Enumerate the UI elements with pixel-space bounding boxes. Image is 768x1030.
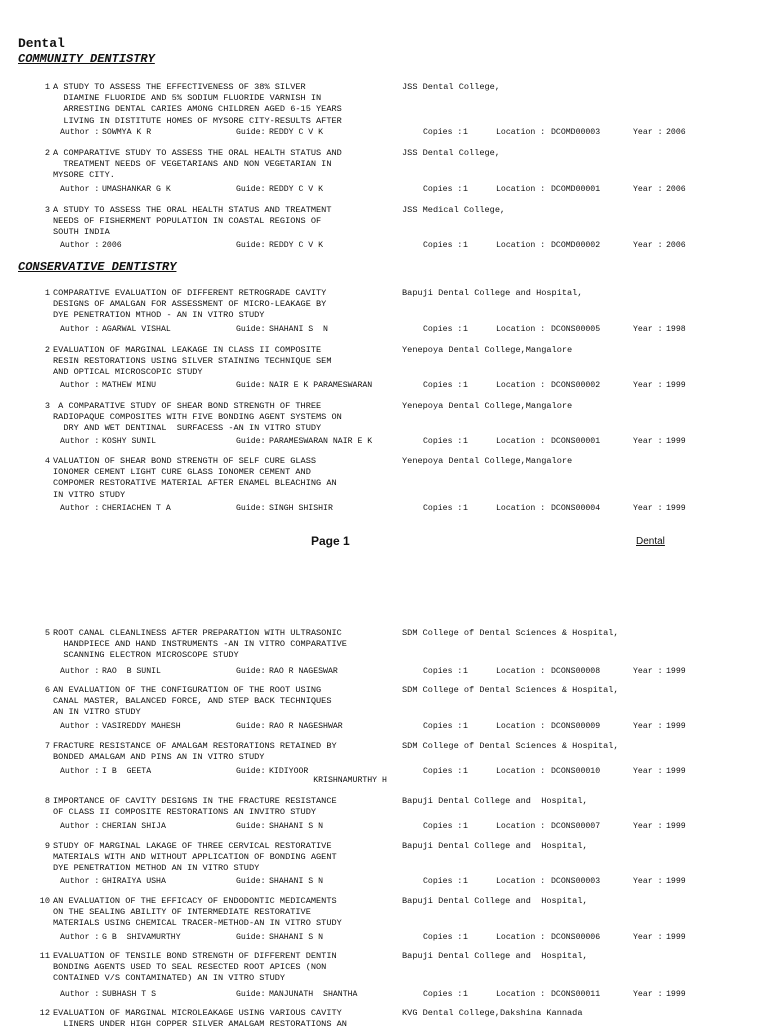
location-value: DCONS00002 (551, 381, 601, 390)
guide-label: Guide: (236, 933, 266, 942)
copies-value: 1 (463, 990, 468, 999)
copies-value: 1 (463, 767, 468, 776)
record-institution: Bapuji Dental College and Hospital, (402, 841, 588, 851)
copies-value: 1 (463, 185, 468, 194)
author-value: UMASHANKAR G K (102, 185, 171, 194)
record-number: 10 (39, 896, 50, 906)
record-number: 11 (39, 951, 50, 961)
author-label: Author : (60, 933, 100, 942)
record-institution: Yenepoya Dental College,Mangalore (402, 456, 573, 466)
guide-label: Guide: (236, 822, 266, 831)
author-label: Author : (60, 437, 100, 446)
guide-label: Guide: (236, 437, 266, 446)
record-title: A STUDY TO ASSESS THE EFFECTIVENESS OF 38% SILVER DIAMINE FLUORIDE AND 5% SODIUM FLUORIDE VARNISH IN ARRESTING DENTAL CARIES AMONG CHILDREN AGED 6-15 YEARS LIVING IN DISTITUTE HOMES OF MYSORE CITY-RESULTS AFTER (53, 82, 342, 126)
record-number: 7 (44, 741, 50, 751)
author-value: G B SHIVAMURTHY (102, 933, 181, 942)
record-title: AN EVALUATION OF THE CONFIGURATION OF THE ROOT USING CANAL MASTER, BALANCED FORCE, AND STEP BACK TECHNIQUES AN IN VITRO STUDY (53, 685, 332, 718)
guide-label: Guide: (236, 325, 266, 334)
record-title: A STUDY TO ASSESS THE ORAL HEALTH STATUS AND TREATMENT NEEDS OF FISHERMENT POPULATION IN COASTAL REGIONS OF SOUTH INDIA (53, 205, 332, 238)
guide-label: Guide: (236, 990, 266, 999)
guide-label: Guide: (236, 185, 266, 194)
copies-label: Copies : (423, 185, 463, 194)
copies-value: 1 (463, 722, 468, 731)
record-title: EVALUATION OF MARGINAL LEAKAGE IN CLASS II COMPOSITE RESIN RESTORATIONS USING SILVER STAINING TECHNIQUE SEM AND OPTICAL MICROSCOPIC STUDY (53, 345, 332, 378)
location-value: DCONS00009 (551, 722, 601, 731)
author-label: Author : (60, 185, 100, 194)
location-value: DCONS00001 (551, 437, 601, 446)
record-institution: JSS Medical College, (402, 205, 506, 215)
year-label: Year : (633, 437, 663, 446)
guide-value: KIDIYOOR KRISHNAMURTHY H (269, 767, 387, 785)
copies-label: Copies : (423, 667, 463, 676)
location-label: Location : (496, 667, 546, 676)
author-value: MATHEW MINU (102, 381, 157, 390)
author-label: Author : (60, 241, 100, 250)
year-label: Year : (633, 990, 663, 999)
page-number: Page 1 (311, 534, 350, 548)
section-heading-community: COMMUNITY DENTISTRY (18, 52, 155, 66)
record-title: VALUATION OF SHEAR BOND STRENGTH OF SELF CURE GLASS IONOMER CEMENT LIGHT CURE GLASS IONOMER CEMENT AND COMPOMER RESTORATIVE MATERIAL AFTER ENAMEL BLEACHING AN IN VITRO STUDY (53, 456, 337, 500)
year-label: Year : (633, 185, 663, 194)
author-label: Author : (60, 667, 100, 676)
record-number: 9 (44, 841, 50, 851)
copies-value: 1 (463, 241, 468, 250)
author-value: GHIRAIYA USHA (102, 877, 166, 886)
copies-label: Copies : (423, 381, 463, 390)
guide-value: MANJUNATH SHANTHA (269, 990, 358, 999)
copies-value: 1 (463, 128, 468, 137)
year-value: 1999 (666, 381, 686, 390)
location-label: Location : (496, 325, 546, 334)
location-value: DCONS00010 (551, 767, 601, 776)
copies-value: 1 (463, 877, 468, 886)
copies-label: Copies : (423, 767, 463, 776)
copies-value: 1 (463, 325, 468, 334)
footer-label: Dental (636, 536, 665, 547)
location-label: Location : (496, 722, 546, 731)
location-label: Location : (496, 877, 546, 886)
record-number: 4 (44, 456, 50, 466)
guide-label: Guide: (236, 241, 266, 250)
year-label: Year : (633, 381, 663, 390)
record-number: 3 (44, 205, 50, 215)
location-value: DCONS00006 (551, 933, 601, 942)
record-institution: SDM College of Dental Sciences & Hospital, (402, 628, 619, 638)
author-label: Author : (60, 767, 100, 776)
record-institution: Bapuji Dental College and Hospital, (402, 896, 588, 906)
record-institution: Bapuji Dental College and Hospital, (402, 796, 588, 806)
copies-value: 1 (463, 822, 468, 831)
copies-label: Copies : (423, 933, 463, 942)
guide-label: Guide: (236, 504, 266, 513)
author-value: SUBHASH T S (102, 990, 157, 999)
year-label: Year : (633, 933, 663, 942)
record-institution: Bapuji Dental College and Hospital, (402, 951, 588, 961)
location-value: DCONS00008 (551, 667, 601, 676)
year-value: 1999 (666, 990, 686, 999)
record-institution: Yenepoya Dental College,Mangalore (402, 401, 573, 411)
year-value: 2006 (666, 241, 686, 250)
author-label: Author : (60, 722, 100, 731)
year-label: Year : (633, 128, 663, 137)
copies-value: 1 (463, 667, 468, 676)
author-label: Author : (60, 990, 100, 999)
record-title: EVALUATION OF MARGINAL MICROLEAKAGE USING VARIOUS CAVITY LINERS UNDER HIGH COPPER SILVER AMALGAM RESTORATIONS AN (53, 1008, 347, 1030)
year-label: Year : (633, 504, 663, 513)
year-label: Year : (633, 241, 663, 250)
author-value: SOWMYA K R (102, 128, 152, 137)
record-title: A COMPARATIVE STUDY TO ASSESS THE ORAL HEALTH STATUS AND TREATMENT NEEDS OF VEGETARIANS AND NON VEGETARIAN IN MYSORE CITY. (53, 148, 342, 181)
guide-label: Guide: (236, 667, 266, 676)
record-title: STUDY OF MARGINAL LAKAGE OF THREE CERVICAL RESTORATIVE MATERIALS WITH AND WITHOUT APPLICATION OF BONDING AGENT DYE PENETRATION METHOD AN IN VITRO STUDY (53, 841, 337, 874)
guide-value: RAO R NAGESHWAR (269, 722, 343, 731)
year-label: Year : (633, 667, 663, 676)
copies-label: Copies : (423, 877, 463, 886)
copies-label: Copies : (423, 504, 463, 513)
record-institution: Bapuji Dental College and Hospital, (402, 288, 583, 298)
location-value: DCONS00007 (551, 822, 601, 831)
location-label: Location : (496, 437, 546, 446)
record-title: AN EVALUATION OF THE EFFICACY OF ENDODONTIC MEDICAMENTS ON THE SEALING ABILITY OF INTERMEDIATE RESTORATIVE MATERIALS USING CHEMICAL TRACER-METHOD-AN IN VITRO STUDY (53, 896, 342, 929)
guide-value: REDDY C V K (269, 185, 324, 194)
record-number: 1 (44, 288, 50, 298)
year-value: 2006 (666, 128, 686, 137)
copies-label: Copies : (423, 990, 463, 999)
record-institution: JSS Dental College, (402, 148, 500, 158)
year-label: Year : (633, 877, 663, 886)
record-number: 2 (44, 148, 50, 158)
location-label: Location : (496, 241, 546, 250)
year-value: 1999 (666, 722, 686, 731)
year-label: Year : (633, 722, 663, 731)
section-heading-conservative: CONSERVATIVE DENTISTRY (18, 260, 177, 274)
guide-value: REDDY C V K (269, 241, 324, 250)
location-label: Location : (496, 128, 546, 137)
copies-value: 1 (463, 437, 468, 446)
guide-value: SHAHANI S N (269, 325, 328, 334)
guide-value: SHAHANI S N (269, 822, 324, 831)
record-number: 1 (44, 82, 50, 92)
guide-value: NAIR E K PARAMESWARAN (269, 381, 373, 390)
author-label: Author : (60, 325, 100, 334)
year-value: 1999 (666, 933, 686, 942)
year-value: 1999 (666, 667, 686, 676)
record-number: 12 (39, 1008, 50, 1018)
location-value: DCOMD00003 (551, 128, 601, 137)
guide-value: REDDY C V K (269, 128, 324, 137)
location-label: Location : (496, 933, 546, 942)
record-institution: SDM College of Dental Sciences & Hospital, (402, 685, 619, 695)
location-value: DCOMD00002 (551, 241, 601, 250)
guide-value: SHAHANI S N (269, 933, 324, 942)
record-title: COMPARATIVE EVALUATION OF DIFFERENT RETROGRADE CAVITY DESIGNS OF AMALGAN FOR ASSESSMENT OF MICRO-LEAKAGE BY DYE PENETRATION MTHOD - AN IN VITRO STUDY (53, 288, 327, 321)
location-value: DCONS00011 (551, 990, 601, 999)
record-number: 2 (44, 345, 50, 355)
record-institution: Yenepoya Dental College,Mangalore (402, 345, 573, 355)
guide-value: SHAHANI S N (269, 877, 324, 886)
year-label: Year : (633, 822, 663, 831)
author-label: Author : (60, 877, 100, 886)
year-label: Year : (633, 325, 663, 334)
copies-value: 1 (463, 933, 468, 942)
location-value: DCOMD00001 (551, 185, 601, 194)
record-number: 3 (44, 401, 50, 411)
author-value: KOSHY SUNIL (102, 437, 157, 446)
location-label: Location : (496, 381, 546, 390)
copies-value: 1 (463, 504, 468, 513)
author-value: VASIREDDY MAHESH (102, 722, 181, 731)
author-value: I B GEETA (102, 767, 152, 776)
copies-value: 1 (463, 381, 468, 390)
guide-label: Guide: (236, 877, 266, 886)
author-label: Author : (60, 128, 100, 137)
year-value: 1998 (666, 325, 686, 334)
location-value: DCONS00005 (551, 325, 601, 334)
location-value: DCONS00003 (551, 877, 601, 886)
record-number: 5 (44, 628, 50, 638)
location-label: Location : (496, 767, 546, 776)
year-value: 1999 (666, 877, 686, 886)
author-label: Author : (60, 822, 100, 831)
location-label: Location : (496, 822, 546, 831)
copies-label: Copies : (423, 325, 463, 334)
guide-value: SINGH SHISHIR (269, 504, 333, 513)
year-value: 1999 (666, 437, 686, 446)
record-title: EVALUATION OF TENSILE BOND STRENGTH OF DIFFERENT DENTIN BONDING AGENTS USED TO SEAL RESECTED ROOT APICES (NON CONTAINED V/S CONTAMINATED) AN IN VITRO STUDY (53, 951, 337, 984)
guide-label: Guide: (236, 767, 266, 776)
author-value: AGARWAL VISHAL (102, 325, 171, 334)
record-institution: JSS Dental College, (402, 82, 500, 92)
author-label: Author : (60, 504, 100, 513)
author-value: CHERIAN SHIJA (102, 822, 166, 831)
record-title: ROOT CANAL CLEANLINESS AFTER PREPARATION WITH ULTRASONIC HANDPIECE AND HAND INSTRUMENTS -AN IN VITRO COMPARATIVE SCANNING ELECTRON MICROSCOPE STUDY (53, 628, 347, 661)
record-institution: SDM College of Dental Sciences & Hospital, (402, 741, 619, 751)
guide-value: RAO R NAGESWAR (269, 667, 338, 676)
copies-label: Copies : (423, 128, 463, 137)
copies-label: Copies : (423, 822, 463, 831)
location-value: DCONS00004 (551, 504, 601, 513)
copies-label: Copies : (423, 722, 463, 731)
guide-value: PARAMESWARAN NAIR E K (269, 437, 373, 446)
year-value: 1999 (666, 822, 686, 831)
guide-label: Guide: (236, 128, 266, 137)
record-title: FRACTURE RESISTANCE OF AMALGAM RESTORATIONS RETAINED BY BONDED AMALGAM AND PINS AN IN VITRO STUDY (53, 741, 337, 763)
guide-label: Guide: (236, 722, 266, 731)
record-institution: KVG Dental College,Dakshina Kannada (402, 1008, 583, 1018)
author-value: RAO B SUNIL (102, 667, 161, 676)
year-value: 1999 (666, 504, 686, 513)
location-label: Location : (496, 185, 546, 194)
record-number: 8 (44, 796, 50, 806)
location-label: Location : (496, 504, 546, 513)
record-number: 6 (44, 685, 50, 695)
copies-label: Copies : (423, 241, 463, 250)
year-value: 1999 (666, 767, 686, 776)
year-value: 2006 (666, 185, 686, 194)
location-label: Location : (496, 990, 546, 999)
author-value: CHERIACHEN T A (102, 504, 171, 513)
guide-label: Guide: (236, 381, 266, 390)
record-title: IMPORTANCE OF CAVITY DESIGNS IN THE FRACTURE RESISTANCE OF CLASS II COMPOSITE RESTORATIONS AN INVITRO STUDY (53, 796, 337, 818)
author-value: 2006 (102, 241, 122, 250)
record-title: A COMPARATIVE STUDY OF SHEAR BOND STRENGTH OF THREE RADIOPAQUE COMPOSITES WITH FIVE BONDING AGENT SYSTEMS ON DRY AND WET DENTINAL SURFACESS -AN IN VITRO STUDY (53, 401, 342, 434)
author-label: Author : (60, 381, 100, 390)
document-title: Dental (18, 36, 65, 51)
year-label: Year : (633, 767, 663, 776)
copies-label: Copies : (423, 437, 463, 446)
